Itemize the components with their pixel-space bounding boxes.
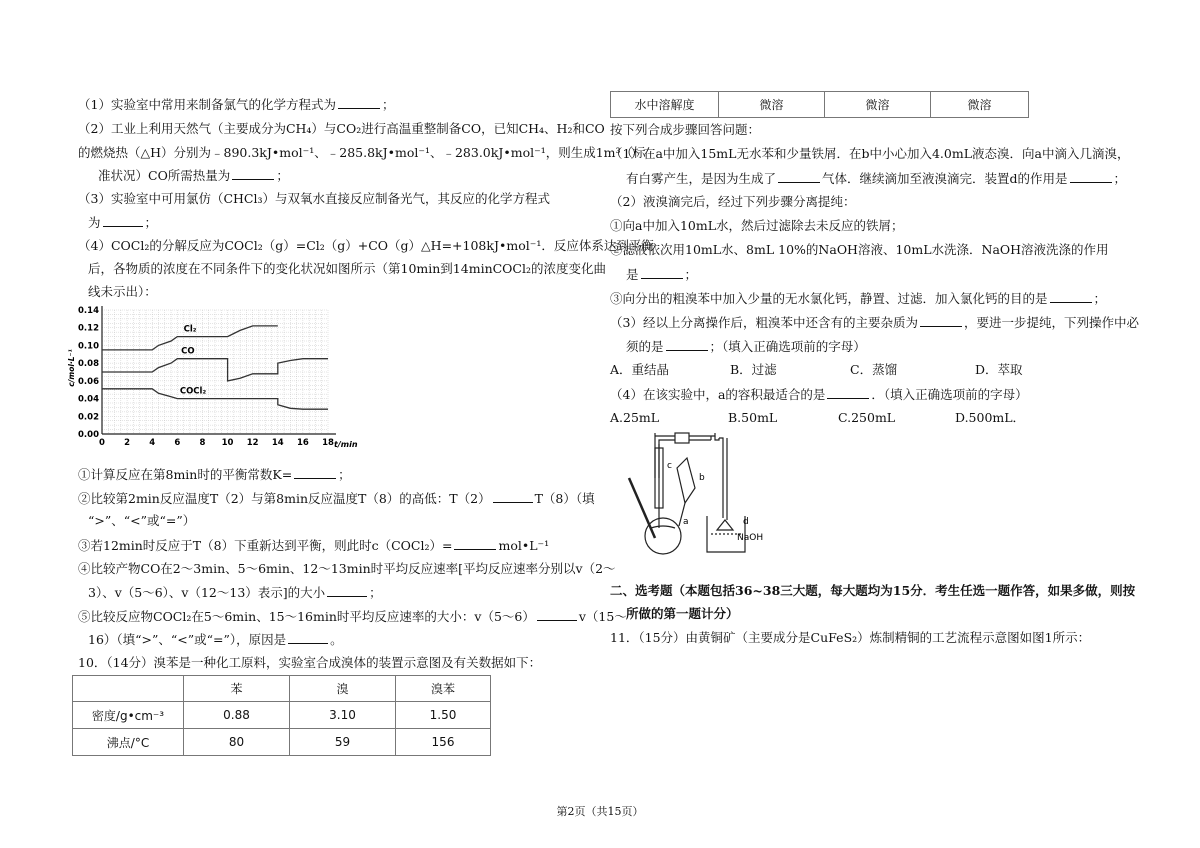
label-naoh: NaOH: [737, 533, 764, 543]
question-1: （1）实验室中常用来制备氯气的化学方程式为 ；: [78, 97, 395, 112]
r-question-4: （4）在该实验中，a的容积最适合的是 ．（填入正确选项前的字母）: [610, 387, 1028, 402]
label-c: c: [667, 461, 672, 471]
chart-labels: [67, 306, 358, 449]
x-tick-label: 18: [322, 438, 334, 448]
y-tick-label: 0.10: [78, 341, 99, 352]
page-footer: 第2页（共15页）: [556, 805, 644, 818]
sub-question-4-line-1: ④比较产物CO在2～3min、5～6min、12～13min时平均反应速率[平均反应速率分别以v（2～: [78, 561, 616, 576]
r-question-3-line-2: 须的是 ；（填入正确选项前的字母）: [626, 339, 866, 354]
concentration-chart: [60, 300, 358, 460]
x-tick-label: 16: [296, 438, 309, 448]
table-cell: 微溶: [719, 92, 825, 118]
table-cell: 0.88: [184, 702, 290, 729]
option-d: D．萃取: [975, 362, 1023, 377]
table-header-cell: 溴苯: [396, 676, 491, 702]
r-step-2-line-2: 是 ；: [626, 267, 698, 282]
r-step-3: ③向分出的粗溴苯中加入少量的无水氯化钙，静置、过滤．加入氯化钙的目的是 ；: [610, 291, 1107, 306]
table-cell: 1.50: [396, 702, 491, 729]
question-2-line-2: 的燃烧热（△H）分别为﹣890.3kJ•mol⁻¹、﹣285.8kJ•mol⁻¹、﹣283.0kJ•mol⁻¹，则生成1m³（标: [78, 145, 646, 160]
option-4b: B.50mL: [728, 410, 778, 425]
properties-table: [72, 675, 491, 756]
question-4-line-2: 后，各物质的浓度在不同条件下的变化状况如图所示（第10min到14minCOCl₂的浓度变化曲: [88, 261, 607, 276]
x-axis-label: t/min: [334, 440, 358, 449]
option-a: A．重结晶: [610, 362, 670, 377]
y-tick-label: 0.08: [78, 359, 99, 370]
sub-question-5-line-2: 16）（填“>”、“<”或“=”），原因是 。: [88, 632, 343, 647]
series-label: COCl₂: [179, 386, 207, 397]
x-tick-label: 10: [221, 438, 234, 448]
table-cell: 沸点/°C: [73, 729, 184, 756]
r-question-1-line-1: （1）在a中加入15mL无水苯和少量铁屑．在b中小心加入4.0mL液态溴．向a中滴入几滴溴，: [610, 146, 1130, 161]
sub-question-4-line-2: 3）、v（5～6）、v（12～13）表示]的大小 ；: [88, 585, 382, 600]
r-step-2-line-1: ②滤液依次用10mL水、8mL 10%的NaOH溶液、10mL水洗涤．NaOH溶液洗涤的作用: [610, 242, 1109, 257]
sub-question-1: ①计算反应在第8min时的平衡常数K= ；: [78, 467, 351, 482]
table-row: [73, 729, 491, 756]
solubility-table: [610, 91, 1029, 118]
y-axis-label: c/mol·L⁻¹: [67, 349, 76, 387]
sub-question-3: ③若12min时反应于T（8）下重新达到平衡，则此时c（COCl₂）= mol•L⁻¹: [78, 538, 550, 553]
section-2-heading-line-1: 二、选考题（本题包括36~38三大题，每大题均为15分．考生任选一题作答，如果多做，则按: [610, 583, 1136, 598]
x-tick-label: 2: [124, 438, 131, 448]
table-cell: 微溶: [825, 92, 931, 118]
question-11: 11．（15分）由黄铜矿（主要成分是CuFeS₂）炼制精铜的工艺流程示意图如图1所示：: [610, 630, 1091, 645]
table-cell: 水中溶解度: [611, 92, 719, 118]
table-cell: 80: [184, 729, 290, 756]
option-c: C．蒸馏: [850, 362, 898, 377]
r-step-1: ①向a中加入10mL水，然后过滤除去未反应的铁屑；: [610, 218, 904, 233]
table-row: [73, 702, 491, 729]
question-4-line-1: （4）COCl₂的分解反应为COCl₂（g）=Cl₂（g）+CO（g）△H=+108kJ•mol⁻¹．反应体系达到平衡: [78, 238, 654, 253]
x-tick-label: 14: [271, 438, 284, 448]
question-3-line-2: 为 ；: [88, 215, 158, 230]
x-tick-label: 6: [174, 438, 181, 448]
y-tick-label: 0.04: [78, 394, 99, 405]
option-b: B．过滤: [730, 362, 777, 377]
label-b: b: [699, 473, 705, 483]
table-cell: 156: [396, 729, 491, 756]
question-3-line-1: （3）实验室中可用氯仿（CHCl₃）与双氧水直接反应制备光气，其反应的化学方程式: [78, 191, 550, 206]
option-4a: A.25mL: [610, 410, 660, 425]
label-d: d: [743, 517, 749, 527]
series-label: CO: [181, 346, 195, 357]
table-header-row: [73, 676, 491, 702]
sub-question-5-line-1: ⑤比较反应物COCl₂在5～6min、15～16min时平均反应速率的大小：v（5～6） v（15～: [78, 609, 627, 624]
table-cell: 微溶: [931, 92, 1029, 118]
sub-question-2-line-2: “>”、“<”或“=”）: [88, 513, 196, 528]
apparatus-diagram: [615, 428, 785, 558]
y-tick-label: 0.00: [78, 430, 99, 440]
r-question-1-line-2: 有白雾产生，是因为生成了 气体．继续滴加至液溴滴完．装置d的作用是 ；: [626, 171, 1127, 186]
x-tick-label: 4: [149, 438, 156, 448]
x-tick-label: 12: [246, 438, 259, 448]
option-4c: C.250mL: [838, 410, 896, 425]
table-cell: 密度/g•cm⁻³: [73, 702, 184, 729]
y-tick-label: 0.14: [78, 306, 99, 316]
r-question-2: （2）液溴滴完后，经过下列步骤分离提纯：: [610, 194, 856, 209]
table-header-cell: [73, 676, 184, 702]
question-10: 10．（14分）溴苯是一种化工原料，实验室合成溴体的装置示意图及有关数据如下：: [78, 655, 542, 670]
label-a: a: [683, 517, 689, 527]
table-cell: 3.10: [290, 702, 396, 729]
table-row: [611, 92, 1029, 118]
steps-intro: 按下列合成步骤回答问题：: [610, 122, 761, 137]
y-tick-label: 0.06: [78, 376, 99, 387]
x-tick-label: 8: [199, 438, 206, 448]
y-tick-label: 0.12: [78, 323, 99, 334]
section-2-heading-line-2: 所做的第一题计分）: [626, 606, 739, 621]
table-header-cell: 苯: [184, 676, 290, 702]
chart-axes: [102, 306, 336, 434]
question-2-line-3: 准状况）CO所需热量为 ；: [98, 168, 289, 183]
question-2-line-1: （2）工业上利用天然气（主要成分为CH₄）与CO₂进行高温重整制备CO，已知CH₄、H₂和CO: [78, 121, 605, 136]
table-header-cell: 溴: [290, 676, 396, 702]
y-tick-label: 0.02: [78, 412, 99, 423]
option-4d: D.500mL．: [955, 410, 1026, 425]
sub-question-2-line-1: ②比较第2min反应温度T（2）与第8min反应温度T（8）的高低：T（2） T（8）（填: [78, 491, 595, 506]
table-cell: 59: [290, 729, 396, 756]
x-tick-label: 0: [99, 438, 105, 448]
r-question-3-line-1: （3）经以上分离操作后，粗溴苯中还含有的主要杂质为 ，要进一步提纯，下列操作中必: [610, 315, 1139, 330]
series-label: Cl₂: [183, 324, 197, 335]
question-4-line-3: 线未示出）：: [88, 284, 157, 299]
